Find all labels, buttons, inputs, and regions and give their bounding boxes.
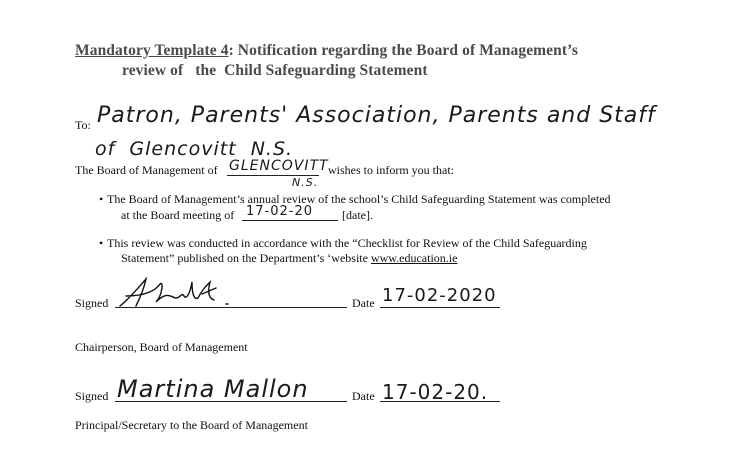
bullet-2-marker: • <box>99 236 104 250</box>
bullet-2-line1: This review was conducted in accordance with the “Checklist for Review of the Child Safeguarding <box>107 236 587 250</box>
chairperson-date-handwritten: 17-02-2020 <box>382 285 497 306</box>
title-line1-rest: : Notification regarding the Board of Management’s <box>228 42 578 59</box>
bullet-2-line2-prefix: Statement” published on the Department’s ‘website <box>121 251 368 265</box>
education-website-link[interactable]: www.education.ie <box>370 251 458 265</box>
title-template-number: Mandatory Template 4 <box>75 42 229 59</box>
date-label-2: Date <box>352 389 375 403</box>
school-name-handwritten: GLENCOVITT <box>229 158 329 174</box>
board-prefix: The Board of Management of <box>75 163 218 177</box>
meeting-date-handwritten: 17-02-20 <box>246 204 314 219</box>
principal-signature-handwritten: Martina Mallon <box>117 375 309 403</box>
to-recipients-handwritten: Patron, Parents' Association, Parents and Staff <box>97 103 656 128</box>
signed-label-1: Signed <box>75 296 109 310</box>
principal-role: Principal/Secretary to the Board of Management <box>75 418 308 432</box>
date-line-1 <box>380 307 500 308</box>
bullet-1-line2-suffix: [date]. <box>342 208 373 222</box>
document-subtitle: review of the Child Safeguarding Statement <box>122 62 428 79</box>
bullet-1-line2-prefix: at the Board meeting of <box>121 208 235 222</box>
to-label: To: <box>75 118 91 132</box>
document-title <box>75 42 578 60</box>
signed-label-2: Signed <box>75 389 109 403</box>
bullet-1-marker: • <box>99 192 104 206</box>
meeting-date-line <box>242 220 338 221</box>
chairperson-role: Chairperson, Board of Management <box>75 340 248 354</box>
date-label-1: Date <box>352 296 375 310</box>
to-school-handwritten: of Glencovitt N.S. <box>95 138 294 160</box>
school-ns-handwritten: N.S. <box>292 176 319 189</box>
bullet-2-line2 <box>121 251 457 266</box>
board-suffix: wishes to inform you that: <box>328 163 454 177</box>
principal-date-handwritten: 17-02-20. <box>382 380 489 404</box>
chairperson-signature <box>116 276 236 310</box>
bullet-1-line1: The Board of Management’s annual review of the school’s Child Safeguarding Statement was completed <box>107 192 611 206</box>
